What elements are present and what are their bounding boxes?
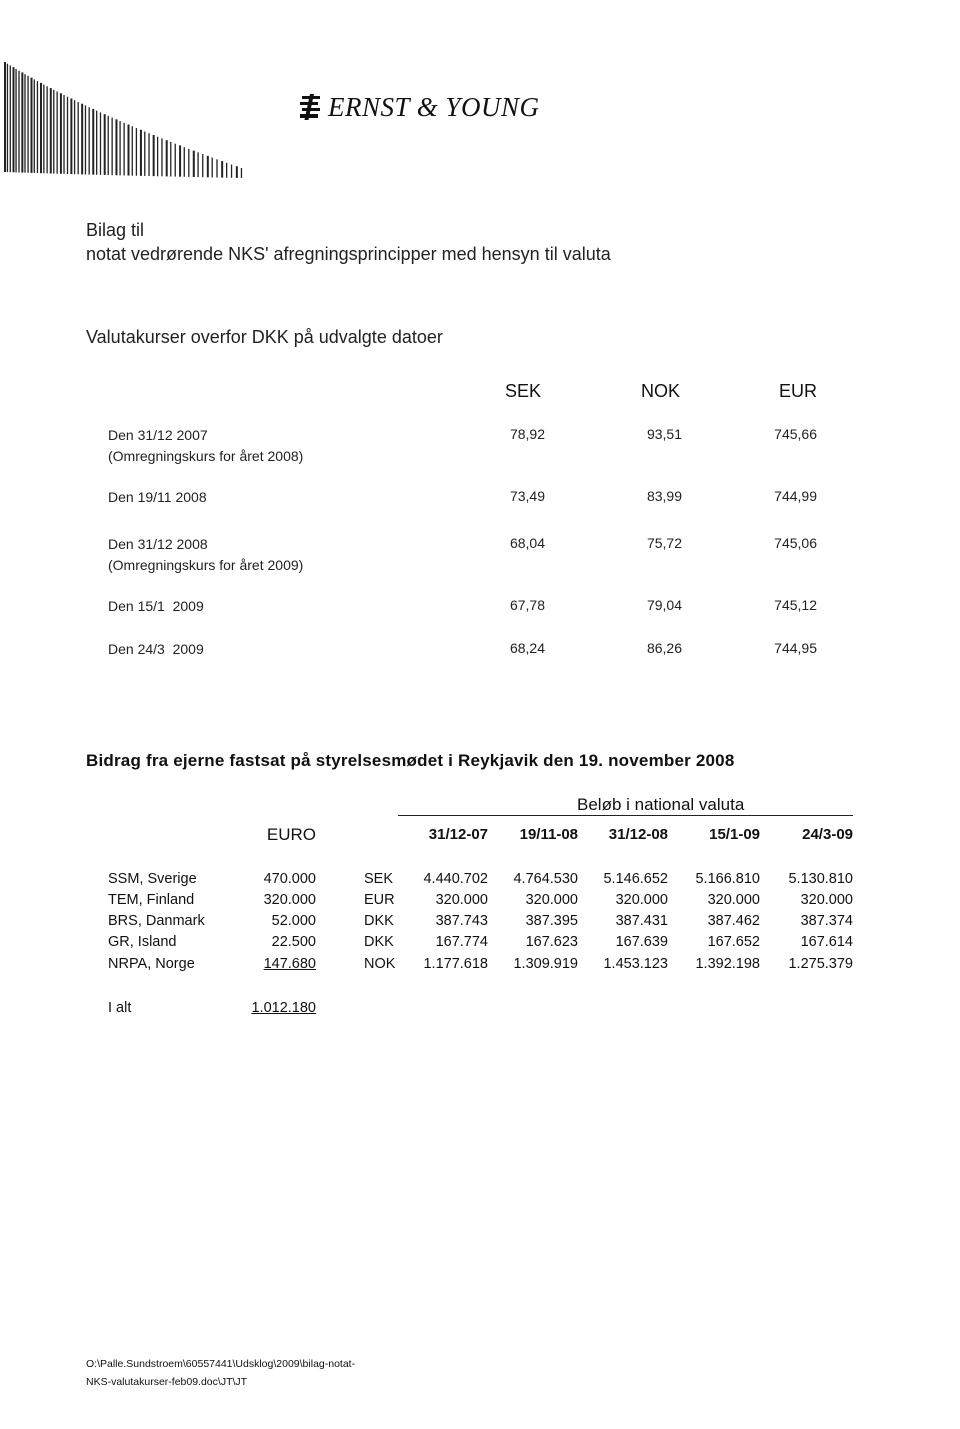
barcode-line [53,90,54,174]
date-header: 19/11-08 [519,826,578,843]
barcode-line [43,85,44,174]
group-header-rule [398,815,853,816]
contrib-row-value: 320.000 [435,892,488,908]
barcode-line [202,154,203,177]
rate-value: 68,04 [509,535,545,551]
contrib-row-euro: 52.000 [271,913,316,929]
barcode-line [140,130,142,176]
barcode-line [179,145,181,176]
barcode-line [148,133,149,176]
rates-title: Valutakurser overfor DKK på udvalgte datoer [86,327,443,347]
contrib-row-value: 387.462 [707,913,760,929]
barcode-line [60,93,62,173]
barcode-line [226,163,227,178]
barcode-line [184,147,185,177]
barcode-line [207,156,209,177]
contrib-row-value: 5.166.810 [695,871,760,887]
barcode-line [157,137,158,177]
barcode-line [81,104,83,175]
ernst-young-logo [300,92,540,123]
contrib-row-value: 387.743 [435,913,488,929]
contrib-row-euro: 470.000 [263,871,316,887]
barcode-line [144,132,145,176]
contrib-row-value: 167.652 [707,934,760,950]
footer-path-line2: NKS-valutakurser-feb09.doc\JT\JT [86,1376,248,1388]
contrib-row-value: 167.614 [800,934,853,950]
contrib-row-value: 320.000 [800,892,853,908]
contrib-row-value: 167.623 [525,934,578,950]
rate-value: 79,04 [646,597,682,613]
contrib-row-value: 167.774 [435,934,488,950]
rates-row-label: Den 24/3 2009 [108,641,204,657]
total-euro: 1.012.180 [251,1000,316,1016]
barcode-line [175,144,176,177]
rate-value: 744,95 [774,640,817,656]
barcode-line [92,109,94,175]
rates-row-sublabel: (Omregningskurs for året 2008) [108,448,304,464]
rate-value: 745,12 [774,597,817,613]
barcode-line [104,114,106,175]
barcode-line [15,69,16,172]
barcode-line [236,166,238,178]
barcode-line [40,83,42,173]
contrib-row-name: NRPA, Norge [108,956,195,972]
rate-value: 745,66 [774,426,817,442]
contrib-row-value: 320.000 [615,892,668,908]
rate-value: 73,49 [509,488,545,504]
barcode-line [96,111,97,175]
barcode-line [63,95,64,174]
rate-value: 83,99 [646,488,682,504]
barcode-line [161,138,162,176]
barcode-line [108,116,109,175]
barcode-line [193,151,195,177]
contrib-row-value: 320.000 [707,892,760,908]
barcode-line [70,98,72,174]
date-header: 31/12-08 [608,826,668,843]
rate-value: 745,06 [774,535,817,551]
contrib-row-euro: 320.000 [263,892,316,908]
rates-col-eur: EUR [779,381,818,401]
rate-value: 93,51 [646,426,682,442]
barcode-line [119,121,120,175]
barcode-line [10,65,11,172]
rate-value: 86,26 [646,640,682,656]
barcode-line [7,64,8,172]
barcode-line [197,152,198,177]
rates-row-sublabel: (Omregningskurs for året 2009) [108,557,304,573]
barcode-line [34,79,35,173]
contrib-row-value: 1.309.919 [513,956,578,972]
date-header: 15/1-09 [709,826,760,843]
contrib-row-value: 5.146.652 [603,871,668,887]
brand-name: ERNST & YOUNG [328,92,540,122]
contrib-row-value: 1.453.123 [603,956,668,972]
barcode-line [46,86,47,173]
footer-path-line1: O:\Palle.Sundstroem\60557441\Udsklog\2009\bilag-notat- [86,1358,356,1370]
barcode-line [221,161,223,178]
rates-col-nok: NOK [641,381,681,401]
barcode-line [78,102,79,174]
rate-value: 75,72 [646,535,682,551]
contrib-row-currency: DKK [364,913,394,929]
barcode-line [123,123,124,176]
contrib-group-header: Beløb i national valuta [577,795,745,814]
barcode-line [4,62,6,172]
barcode-line [37,81,38,173]
contrib-row-value: 387.374 [800,913,853,929]
barcode-line [18,71,19,173]
barcode-line [241,168,242,178]
barcode-line [85,105,86,174]
barcode-line [21,72,23,172]
contrib-row-currency: EUR [364,892,395,908]
contrib-row-currency: NOK [364,956,396,972]
contrib-row-name: TEM, Finland [108,892,195,908]
rates-row-label: Den 19/11 2008 [108,489,207,505]
contrib-row-value: 4.764.530 [513,871,578,887]
barcode-line [74,100,75,174]
barcode-line [57,92,58,174]
contrib-row-value: 1.177.618 [423,956,488,972]
barcode-line [216,159,217,177]
barcode-line [50,88,52,173]
doc-title-line1: Bilag til [86,220,145,240]
contrib-row-name: GR, Island [108,934,177,950]
barcode-line [166,140,168,176]
barcode-line [231,165,232,178]
contrib-row-currency: SEK [364,871,394,887]
contrib-title: Bidrag fra ejerne fastsat på styrelsesmødet i Reykjavik den 19. november 2008 [86,751,735,770]
contrib-row-value: 167.639 [615,934,668,950]
doc-title-line2: notat vedrørende NKS' afregningsprincipper med hensyn til valuta [86,244,611,264]
rate-value: 68,24 [509,640,545,656]
barcode-line [188,149,189,177]
contrib-row-euro: 147.680 [263,956,316,972]
date-header: 31/12-07 [428,826,488,843]
contrib-row-euro: 22.500 [271,934,316,950]
barcode-line [153,135,155,176]
date-header: 24/3-09 [802,826,853,843]
barcode-line [128,125,130,176]
total-label: I alt [108,1000,132,1016]
barcode-line [111,118,112,176]
ey-logo-mark-icon [300,94,322,120]
contrib-row-value: 387.431 [615,913,668,929]
barcode-line [132,126,133,175]
contrib-row-name: SSM, Sverige [108,871,197,887]
contrib-row-name: BRS, Danmark [108,913,205,929]
barcode-line [136,128,137,176]
contrib-row-value: 387.395 [525,913,578,929]
contrib-row-value: 4.440.702 [423,871,488,887]
contrib-row-value: 320.000 [525,892,578,908]
rate-value: 67,78 [509,597,545,613]
barcode-line [67,97,68,174]
barcode-line [89,107,90,174]
barcode-line [100,112,101,174]
rates-row-label: Den 15/1 2009 [108,598,204,614]
contrib-row-currency: DKK [364,934,394,950]
rate-value: 78,92 [509,426,545,442]
rates-row-label: Den 31/12 2008 [108,536,208,552]
barcode-line [212,158,213,178]
rate-value: 744,99 [774,488,817,504]
header-barcode-graphic [0,60,320,180]
rates-col-sek: SEK [505,381,542,401]
barcode-line [170,142,171,177]
barcode-line [30,78,32,173]
barcode-line [115,119,117,175]
rates-row-label: Den 31/12 2007 [108,427,208,443]
contrib-row-value: 5.130.810 [788,871,853,887]
barcode-line [27,76,28,173]
contrib-row-value: 1.275.379 [788,956,853,972]
euro-header: EURO [266,825,316,844]
barcode-line [13,67,15,172]
contrib-row-value: 1.392.198 [695,956,760,972]
barcode-line [24,74,25,173]
